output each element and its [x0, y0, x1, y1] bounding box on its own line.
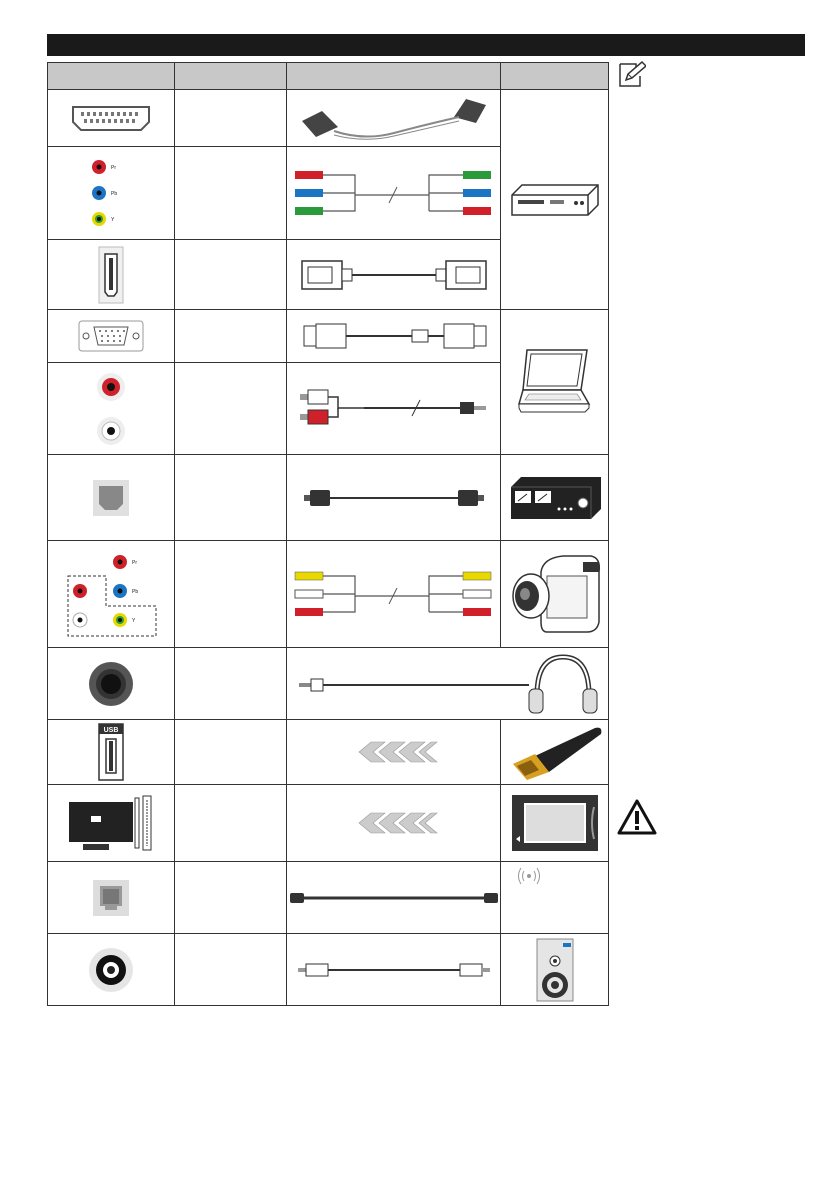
pr-label: Pr [111, 165, 116, 171]
type-cell [175, 147, 287, 240]
cam-module-icon [510, 793, 600, 853]
connector-cell [48, 363, 175, 455]
table-row [48, 720, 609, 785]
usb-socket-icon [98, 723, 124, 781]
component-cable-icon [289, 163, 499, 223]
av-cable-icon [289, 564, 499, 624]
side-warning-area [616, 798, 658, 836]
connections-table [47, 62, 609, 1006]
subwoofer-icon [533, 937, 577, 1003]
device-cell [501, 455, 609, 541]
headphone-cable-icon [289, 651, 607, 717]
connector-cell [48, 785, 175, 862]
type-cell [175, 648, 287, 720]
pr-label: Pr [132, 560, 137, 566]
cable-cell [287, 541, 501, 648]
warning-triangle-icon [616, 798, 658, 836]
type-cell [175, 455, 287, 541]
table-row [48, 90, 609, 147]
type-cell [175, 310, 287, 363]
pb-label: Pb [132, 589, 139, 595]
cable-cell [287, 862, 501, 934]
usb-stick-icon [505, 722, 605, 782]
type-cell [175, 862, 287, 934]
subwoofer-socket-icon [86, 945, 136, 995]
device-cell [501, 934, 609, 1006]
cable-cell [287, 455, 501, 541]
rca-cable-icon [294, 958, 494, 982]
cable-cell [287, 240, 501, 310]
device-cell [501, 541, 609, 648]
device-cell [501, 785, 609, 862]
spdif-optical-socket-icon [91, 478, 131, 518]
vga-cable-icon [294, 318, 494, 354]
laptop-icon [515, 346, 595, 418]
component-ypbpr-icon [81, 153, 141, 233]
dvd-recorder-icon [510, 183, 600, 217]
headphones-icon [529, 657, 597, 713]
type-cell [175, 90, 287, 147]
hdmi-cable-icon [294, 253, 494, 297]
connector-cell [48, 147, 175, 240]
cable-cell [287, 363, 501, 455]
table-header-row [48, 63, 609, 90]
y-label: Y [132, 618, 136, 624]
optical-cable-icon [294, 483, 494, 513]
connector-cell [48, 455, 175, 541]
cable-cell [287, 90, 501, 147]
scart-socket-icon [69, 104, 153, 132]
table-row [48, 648, 609, 720]
audio-rl-socket-icon [91, 369, 131, 449]
cable-cell [287, 934, 501, 1006]
device-cell [501, 310, 609, 455]
type-cell [175, 363, 287, 455]
header-cables [287, 63, 501, 90]
connector-cell [48, 720, 175, 785]
table-row [48, 455, 609, 541]
type-cell [175, 720, 287, 785]
connector-cell [48, 90, 175, 147]
type-cell [175, 785, 287, 862]
table-row [48, 934, 609, 1006]
insert-arrows-icon [349, 741, 439, 763]
type-cell [175, 240, 287, 310]
connector-cell [48, 310, 175, 363]
ethernet-socket-icon [91, 878, 131, 918]
header-device [501, 63, 609, 90]
cable-cell [287, 785, 501, 862]
wireless-icon [515, 866, 543, 886]
pencil-note-icon [618, 60, 646, 88]
amplifier-icon [507, 475, 603, 521]
device-cell [501, 90, 609, 310]
insert-arrows-icon [349, 812, 439, 834]
y-label: Y [111, 217, 115, 223]
ethernet-cable-icon [288, 888, 500, 908]
cable-cell [287, 648, 609, 720]
table-row [48, 785, 609, 862]
ci-slot-icon [61, 794, 161, 852]
cable-cell [287, 720, 501, 785]
vga-socket-icon [78, 320, 144, 352]
table-row [48, 541, 609, 648]
av-composite-socket-icon [56, 546, 166, 642]
table-row [48, 310, 609, 363]
connector-cell [48, 648, 175, 720]
headphone-jack-icon [86, 659, 136, 709]
connector-cell [48, 862, 175, 934]
connector-cell [48, 934, 175, 1006]
section-header-bar [47, 34, 805, 56]
type-cell [175, 934, 287, 1006]
cable-cell [287, 147, 501, 240]
device-cell [501, 862, 609, 934]
hdmi-socket-icon [98, 246, 124, 304]
connector-cell [48, 240, 175, 310]
device-cell [501, 720, 609, 785]
connector-cell [48, 541, 175, 648]
type-cell [175, 541, 287, 648]
table-row [48, 862, 609, 934]
camcorder-icon [507, 552, 603, 636]
header-type [175, 63, 287, 90]
header-connector [48, 63, 175, 90]
side-note-area [618, 60, 646, 88]
scart-cable-icon [294, 93, 494, 143]
usb-label: USB [103, 727, 119, 734]
pb-label: Pb [111, 191, 118, 197]
pc-audio-cable-icon [294, 384, 494, 434]
cable-cell [287, 310, 501, 363]
